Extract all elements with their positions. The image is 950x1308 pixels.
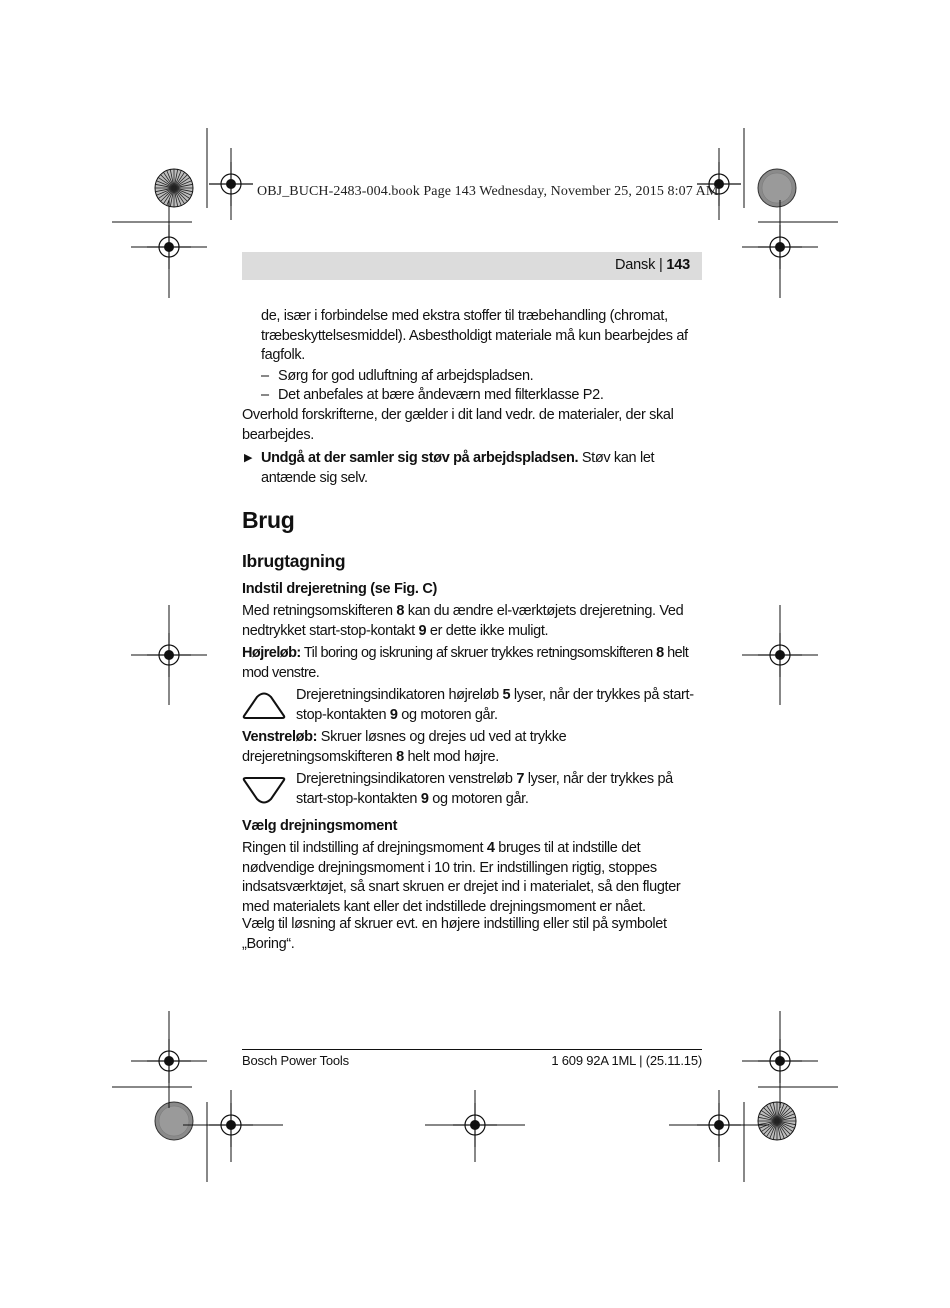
print-header: OBJ_BUCH-2483-004.book Page 143 Wednesday, November 25, 2015 8:07 AM bbox=[257, 184, 719, 199]
footer-right: 1 609 92A 1ML | (25.11.15) bbox=[551, 1053, 702, 1068]
section-title: Brug bbox=[242, 507, 295, 533]
right-rotation-label: Højreløb: bbox=[242, 645, 301, 661]
header-separator: | bbox=[658, 257, 663, 273]
direction-heading: Indstil drejeretning (se Fig. C) bbox=[242, 581, 438, 597]
warning-bullet-icon: ▶ bbox=[244, 452, 253, 464]
subsection-title: Ibrugtagning bbox=[242, 551, 346, 571]
torque-paragraph-2: Vælg til løsning af skruer evt. en højere indstilling eller stil på symbolet „Boring“. bbox=[242, 916, 667, 952]
dash-item-1: – Sørg for god udluftning af arbejdspladsen. bbox=[261, 368, 534, 384]
header-language: Dansk bbox=[615, 257, 656, 273]
right-indicator-paragraph: Drejeretningsindikatoren højreløb 5 lyser, når der trykkes på start-stop-kontakten 9 og motoren går. bbox=[296, 687, 694, 723]
intro-continuation: de, især i forbindelse med ekstra stoffer til træbehandling (chromat, træbeskyttelsesmiddel). Asbestholdigt materiale må kun bearbejdes af fagfolk. bbox=[261, 308, 688, 363]
footer-left: Bosch Power Tools bbox=[242, 1053, 349, 1068]
arrow-down-icon bbox=[242, 776, 286, 804]
dash-item-2: – Det anbefales at bære åndeværn med filterklasse P2. bbox=[261, 387, 604, 403]
footer-divider bbox=[242, 1049, 702, 1050]
dash-item-text: Sørg for god udluftning af arbejdspladsen. bbox=[278, 368, 534, 384]
right-rotation-paragraph: Højreløb: Til boring og iskruning af skruer trykkes retningsomskifteren 8 helt mod venstre. bbox=[242, 645, 689, 681]
torque-paragraph: Ringen til indstilling af drejningsmoment 4 bruges til at indstille det nødvendige drejningsmoment i 10 trin. Er indstillingen rigtig, stoppes indsatsværktøjet, så snart skruen er drejet ind i materialet, så den flugter med materialets kant eller det indstillede drejningsmoment er nået. bbox=[242, 840, 681, 915]
left-rotation-paragraph: Venstreløb: Skruer løsnes og drejes ud ved at trykke drejeretningsomskifteren 8 helt mod højre. bbox=[242, 729, 567, 765]
warning-text: Støv kan let antænde sig selv. bbox=[261, 450, 655, 486]
direction-paragraph: Med retningsomskifteren 8 kan du ændre el-værktøjets drejeretning. Ved nedtrykket start-stop-kontakt 9 er dette ikke muligt. bbox=[242, 603, 684, 639]
header-page-number: 143 bbox=[666, 257, 690, 273]
page-header bbox=[615, 257, 690, 273]
regulations-paragraph: Overhold forskrifterne, der gælder i dit land vedr. de materialer, der skal bearbejdes. bbox=[242, 407, 674, 443]
dash-item-text: Det anbefales at bære åndeværn med filterklasse P2. bbox=[278, 387, 604, 403]
left-indicator-paragraph: Drejeretningsindikatoren venstreløb 7 lyser, når der trykkes på start-stop-kontakten 9 og motoren går. bbox=[296, 771, 673, 807]
torque-heading: Vælg drejningsmoment bbox=[242, 818, 398, 834]
left-rotation-label: Venstreløb: bbox=[242, 729, 318, 745]
arrow-up-icon bbox=[242, 692, 286, 720]
warning-paragraph bbox=[261, 449, 704, 488]
page-header-bar bbox=[242, 252, 702, 280]
warning-bold: Undgå at der samler sig støv på arbejdspladsen. bbox=[261, 450, 579, 466]
